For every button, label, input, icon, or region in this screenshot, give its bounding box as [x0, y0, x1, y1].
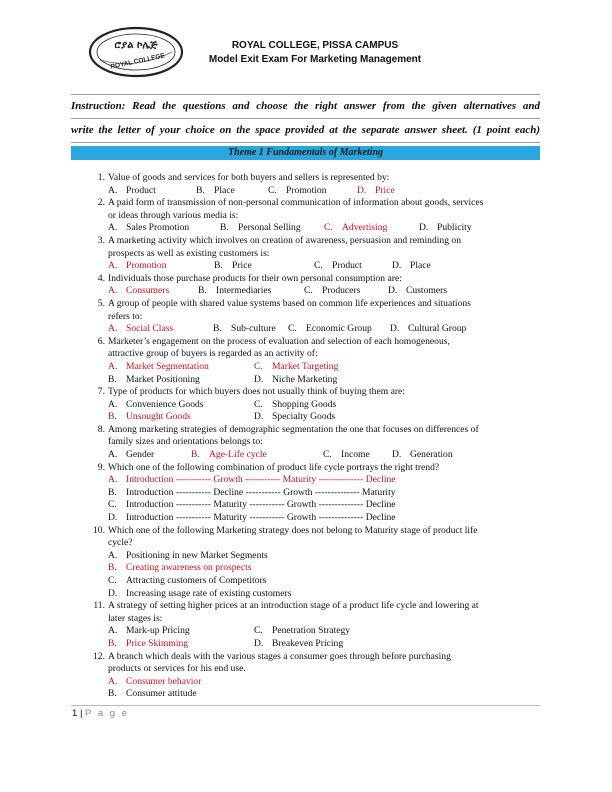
- question-number: 10.: [93, 524, 105, 536]
- theme-heading: Theme 1 Fundamentals of Marketing: [71, 146, 540, 160]
- answer-option: [323, 449, 370, 462]
- option-text-correct: Unsought Goods: [126, 411, 191, 423]
- option-letter: A.: [108, 549, 118, 561]
- question-line: family sizes and orientations belongs to:: [108, 436, 263, 448]
- option-letter: B.: [108, 486, 117, 498]
- option-row: [0, 562, 612, 575]
- option-text: Cultural Group: [408, 323, 467, 335]
- answer-option: [254, 625, 350, 638]
- option-letter: C.: [254, 360, 263, 372]
- option-row: [0, 688, 612, 701]
- option-text: Product: [126, 184, 156, 196]
- answer-option: [314, 260, 362, 273]
- option-letter: B.: [108, 637, 117, 649]
- option-row: [0, 575, 612, 588]
- option-text-correct: Creating awareness on prospects: [126, 562, 252, 574]
- option-letter: C.: [254, 398, 263, 410]
- answer-option: [213, 323, 276, 336]
- question-text: [0, 462, 612, 475]
- option-letter: C.: [254, 625, 263, 637]
- option-letter: D.: [254, 373, 264, 385]
- page-footer: [72, 708, 129, 719]
- rule-middle: [71, 118, 540, 119]
- answer-option: [214, 260, 252, 273]
- answer-option: [392, 260, 431, 273]
- question-item: [0, 424, 612, 462]
- question-item: [0, 172, 612, 197]
- answer-option: [254, 374, 337, 387]
- option-row: [0, 487, 612, 500]
- question-item: [0, 336, 612, 386]
- question-item: [0, 600, 612, 650]
- page-number: 1: [72, 708, 78, 719]
- answer-option: [108, 688, 197, 701]
- question-number: 9.: [97, 461, 105, 473]
- option-row: [0, 625, 612, 638]
- answer-option: [268, 185, 327, 198]
- question-line: later stages is:: [108, 612, 163, 624]
- question-item: [0, 197, 612, 235]
- page-separator: |: [79, 708, 83, 719]
- answer-option: [108, 185, 156, 198]
- answer-option: [288, 323, 372, 336]
- option-letter: B.: [108, 373, 117, 385]
- option-text: Sales Promotion: [126, 222, 190, 234]
- option-letter: B.: [108, 411, 117, 423]
- option-letter: A.: [108, 323, 118, 335]
- question-text: [0, 235, 612, 260]
- option-text: Personal Selling: [238, 222, 301, 234]
- answer-option: [196, 185, 235, 198]
- option-text-correct: Consumers: [126, 285, 170, 297]
- answer-option: [108, 474, 396, 487]
- answer-option: [357, 185, 395, 198]
- answer-option: [324, 222, 387, 235]
- question-item: [0, 298, 612, 336]
- question-line: or ideas through various media is:: [108, 209, 239, 221]
- logo-top-text: ሮያል ኮሌጅ: [114, 40, 158, 51]
- option-text: Intermediaries: [216, 285, 272, 297]
- question-line: A marketing activity which involves on creation of awareness, persuasion and reminding on: [108, 234, 462, 246]
- answer-option: [108, 562, 251, 575]
- option-text: Niche Marketing: [272, 373, 338, 385]
- option-text: Generation: [410, 449, 453, 461]
- option-text-correct: Consumer behavior: [126, 675, 202, 687]
- option-text: Promotion: [286, 184, 327, 196]
- question-number: 3.: [97, 234, 105, 246]
- answer-option: [108, 575, 266, 588]
- question-line: refers to:: [108, 310, 143, 322]
- option-text: Mark-up Pricing: [126, 625, 190, 637]
- question-line: cycle?: [108, 537, 133, 549]
- option-letter: A.: [108, 184, 118, 196]
- answer-option: [254, 411, 335, 424]
- option-letter: B.: [198, 285, 207, 297]
- answer-option: [108, 676, 201, 689]
- option-row: [0, 285, 612, 298]
- option-text: Publicity: [437, 222, 472, 234]
- instruction-line-1: Instruction: Read the questions and choose the right answer from the given alternatives and: [71, 100, 540, 112]
- option-letter: D.: [419, 222, 429, 234]
- answer-option: [108, 399, 204, 412]
- option-text: Price: [232, 260, 252, 272]
- option-text: Breakeven Pricing: [272, 637, 344, 649]
- option-row: [0, 550, 612, 563]
- question-text: [0, 273, 612, 286]
- option-text: Consumer attitude: [126, 688, 197, 700]
- question-text: [0, 386, 612, 399]
- option-text: Increasing usage rate of existing customers: [126, 587, 292, 599]
- option-text: Penetration Strategy: [272, 625, 351, 637]
- question-line: attractive group of buyers is regarded as an activity of:: [108, 348, 318, 360]
- answer-option: [392, 449, 453, 462]
- question-line: Individuals those purchase products for their own personal consumption are:: [108, 272, 402, 284]
- option-letter: D.: [254, 411, 264, 423]
- option-letter: B.: [213, 323, 222, 335]
- answer-option: [108, 550, 268, 563]
- answer-option: [254, 361, 338, 374]
- option-text-correct: Market Targeting: [272, 360, 339, 372]
- option-text-correct: Price: [375, 184, 395, 196]
- option-text: Producers: [322, 285, 361, 297]
- question-text: [0, 600, 612, 625]
- option-letter: A.: [108, 675, 118, 687]
- option-text-correct: Price Skimming: [126, 637, 189, 649]
- option-row: [0, 260, 612, 273]
- option-letter: C.: [324, 222, 333, 234]
- option-letter: D.: [108, 512, 118, 524]
- question-text: [0, 197, 612, 222]
- option-text-correct: Promotion: [126, 260, 167, 272]
- question-line: Which one of the following Marketing strategy does not belong to Maturity stage of product life: [108, 524, 478, 536]
- option-letter: A.: [108, 285, 118, 297]
- question-line: A branch which deals with the various stages a consumer goes through before purchasing: [108, 650, 451, 662]
- answer-option: [108, 260, 167, 273]
- question-line: Marketer’s engagement on the process of evaluation and selection of each homogeneous,: [108, 335, 450, 347]
- option-row: [0, 399, 612, 412]
- option-text: Positioning in new Market Segments: [126, 549, 268, 561]
- option-letter: B.: [108, 688, 117, 700]
- option-row: [0, 638, 612, 651]
- question-text: [0, 172, 612, 185]
- question-text: [0, 525, 612, 550]
- option-row: [0, 374, 612, 387]
- option-text: Sub-culture: [231, 323, 276, 335]
- exam-title: Model Exit Exam For Marketing Management: [208, 54, 422, 65]
- answer-option: [108, 361, 209, 374]
- option-letter: B.: [196, 184, 205, 196]
- option-text: Introduction ----------- Decline ----------- Growth -------------- Maturity: [126, 486, 396, 498]
- question-line: Which one of the following combination of product life cycle portrays the right trend?: [108, 461, 440, 473]
- answer-option: [254, 399, 336, 412]
- option-text: Economic Group: [306, 323, 372, 335]
- answer-option: [220, 222, 301, 235]
- option-letter: D.: [392, 449, 402, 461]
- option-text: Market Positioning: [126, 373, 200, 385]
- answer-option: [108, 487, 396, 500]
- answer-option: [191, 449, 267, 462]
- answer-option: [419, 222, 472, 235]
- footer-rule: [71, 705, 540, 706]
- option-row: [0, 499, 612, 512]
- question-item: [0, 462, 612, 525]
- answer-option: [198, 285, 271, 298]
- option-text: Introduction ----------- Maturity ----------- Growth -------------- Decline: [126, 499, 396, 511]
- option-letter: D.: [390, 323, 400, 335]
- option-text: Shopping Goods: [272, 398, 337, 410]
- question-text: [0, 651, 612, 676]
- answer-option: [108, 499, 396, 512]
- question-line: A strategy of setting higher prices at an introduction stage of a product life cycle and lowering at: [108, 600, 479, 612]
- question-number: 4.: [97, 272, 105, 284]
- option-text: Place: [410, 260, 431, 272]
- question-line: Among marketing strategies of demographic segmentation the one that focuses on differences of: [108, 423, 479, 435]
- option-letter: C.: [108, 499, 117, 511]
- question-number: 7.: [97, 386, 105, 398]
- option-letter: D.: [392, 260, 402, 272]
- option-text: Product: [332, 260, 362, 272]
- option-letter: A.: [108, 398, 118, 410]
- option-text: Income: [341, 449, 370, 461]
- option-letter: C.: [314, 260, 323, 272]
- question-number: 8.: [97, 423, 105, 435]
- question-line: Value of goods and services for both buyers and sellers is represented by:: [108, 172, 390, 183]
- college-logo: [88, 26, 184, 78]
- option-letter: A.: [108, 222, 118, 234]
- option-letter: A.: [108, 360, 118, 372]
- answer-option: [108, 449, 154, 462]
- option-letter: B.: [191, 449, 200, 461]
- option-text: Introduction ----------- Maturity ----------- Growth -------------- Decline: [126, 512, 396, 524]
- logo-bottom-text: ROYAL COLLEGE: [109, 52, 166, 71]
- question-number: 1.: [97, 172, 105, 183]
- option-letter: A.: [108, 625, 118, 637]
- question-line: prospects as well as existing customers is:: [108, 247, 270, 259]
- option-letter: B.: [108, 562, 117, 574]
- option-letter: A.: [108, 474, 118, 486]
- option-row: [0, 323, 612, 336]
- question-text: [0, 298, 612, 323]
- answer-option: [388, 285, 447, 298]
- option-row: [0, 588, 612, 601]
- question-item: [0, 386, 612, 424]
- option-text-correct: Advertising: [342, 222, 388, 234]
- option-text: Gender: [126, 449, 155, 461]
- answer-option: [108, 323, 173, 336]
- answer-option: [108, 638, 188, 651]
- option-letter: B.: [214, 260, 223, 272]
- option-row: [0, 512, 612, 525]
- question-text: [0, 424, 612, 449]
- question-item: [0, 651, 612, 701]
- answer-option: [390, 323, 466, 336]
- option-text-correct: Market Segmentation: [126, 360, 209, 372]
- question-list: [0, 172, 612, 701]
- option-letter: C.: [268, 184, 277, 196]
- option-letter: D.: [357, 184, 367, 196]
- question-item: [0, 235, 612, 273]
- option-row: [0, 411, 612, 424]
- question-item: [0, 525, 612, 601]
- answer-option: [108, 625, 190, 638]
- question-text: [0, 336, 612, 361]
- page-label: P a g e: [85, 708, 129, 719]
- option-text: Customers: [406, 285, 448, 297]
- answer-option: [108, 285, 169, 298]
- option-text-correct: Introduction ----------- Growth ----------- Maturity -------------- Decline: [126, 474, 396, 486]
- option-row: [0, 185, 612, 198]
- answer-option: [108, 588, 291, 601]
- option-row: [0, 474, 612, 487]
- option-row: [0, 222, 612, 235]
- option-row: [0, 449, 612, 462]
- option-letter: C.: [323, 449, 332, 461]
- option-text: Attracting customers of Competitors: [126, 575, 267, 586]
- answer-option: [108, 374, 200, 387]
- option-text-correct: Age-Life cycle: [209, 449, 267, 461]
- option-text: Specialty Goods: [272, 411, 336, 423]
- option-row: [0, 676, 612, 689]
- answer-option: [108, 222, 189, 235]
- answer-option: [108, 512, 396, 525]
- option-letter: D.: [254, 637, 264, 649]
- option-letter: C.: [108, 575, 117, 586]
- question-line: Type of products for which buyers does not usually think of buying them are:: [108, 386, 405, 398]
- answer-option: [108, 411, 191, 424]
- question-item: [0, 273, 612, 298]
- option-letter: A.: [108, 449, 118, 461]
- college-title: ROYAL COLLEGE, PISSA CAMPUS: [231, 40, 399, 51]
- question-number: 12.: [93, 650, 105, 662]
- option-letter: C.: [288, 323, 297, 335]
- option-text-correct: Social Class: [126, 323, 174, 335]
- question-number: 6.: [97, 335, 105, 347]
- option-letter: C.: [304, 285, 313, 297]
- answer-option: [254, 638, 343, 651]
- option-text: Convenience Goods: [126, 398, 204, 410]
- question-line: A group of people with shared value systems based on common life experiences and situations: [108, 297, 471, 309]
- instruction-line-2: write the letter of your choice on the space provided at the separate answer sheet. (1 point each): [71, 124, 540, 136]
- question-line: products or services for his end use.: [108, 663, 246, 675]
- question-number: 2.: [97, 197, 105, 209]
- answer-option: [304, 285, 360, 298]
- question-line: A paid form of transmission of non-personal communication of information about goods, services: [108, 197, 484, 209]
- question-number: 11.: [93, 600, 105, 612]
- option-letter: D.: [388, 285, 398, 297]
- option-letter: B.: [220, 222, 229, 234]
- option-text: Place: [214, 184, 235, 196]
- option-row: [0, 361, 612, 374]
- option-letter: D.: [108, 587, 118, 599]
- option-letter: A.: [108, 260, 118, 272]
- question-number: 5.: [97, 297, 105, 309]
- rule-bottom: [71, 142, 540, 143]
